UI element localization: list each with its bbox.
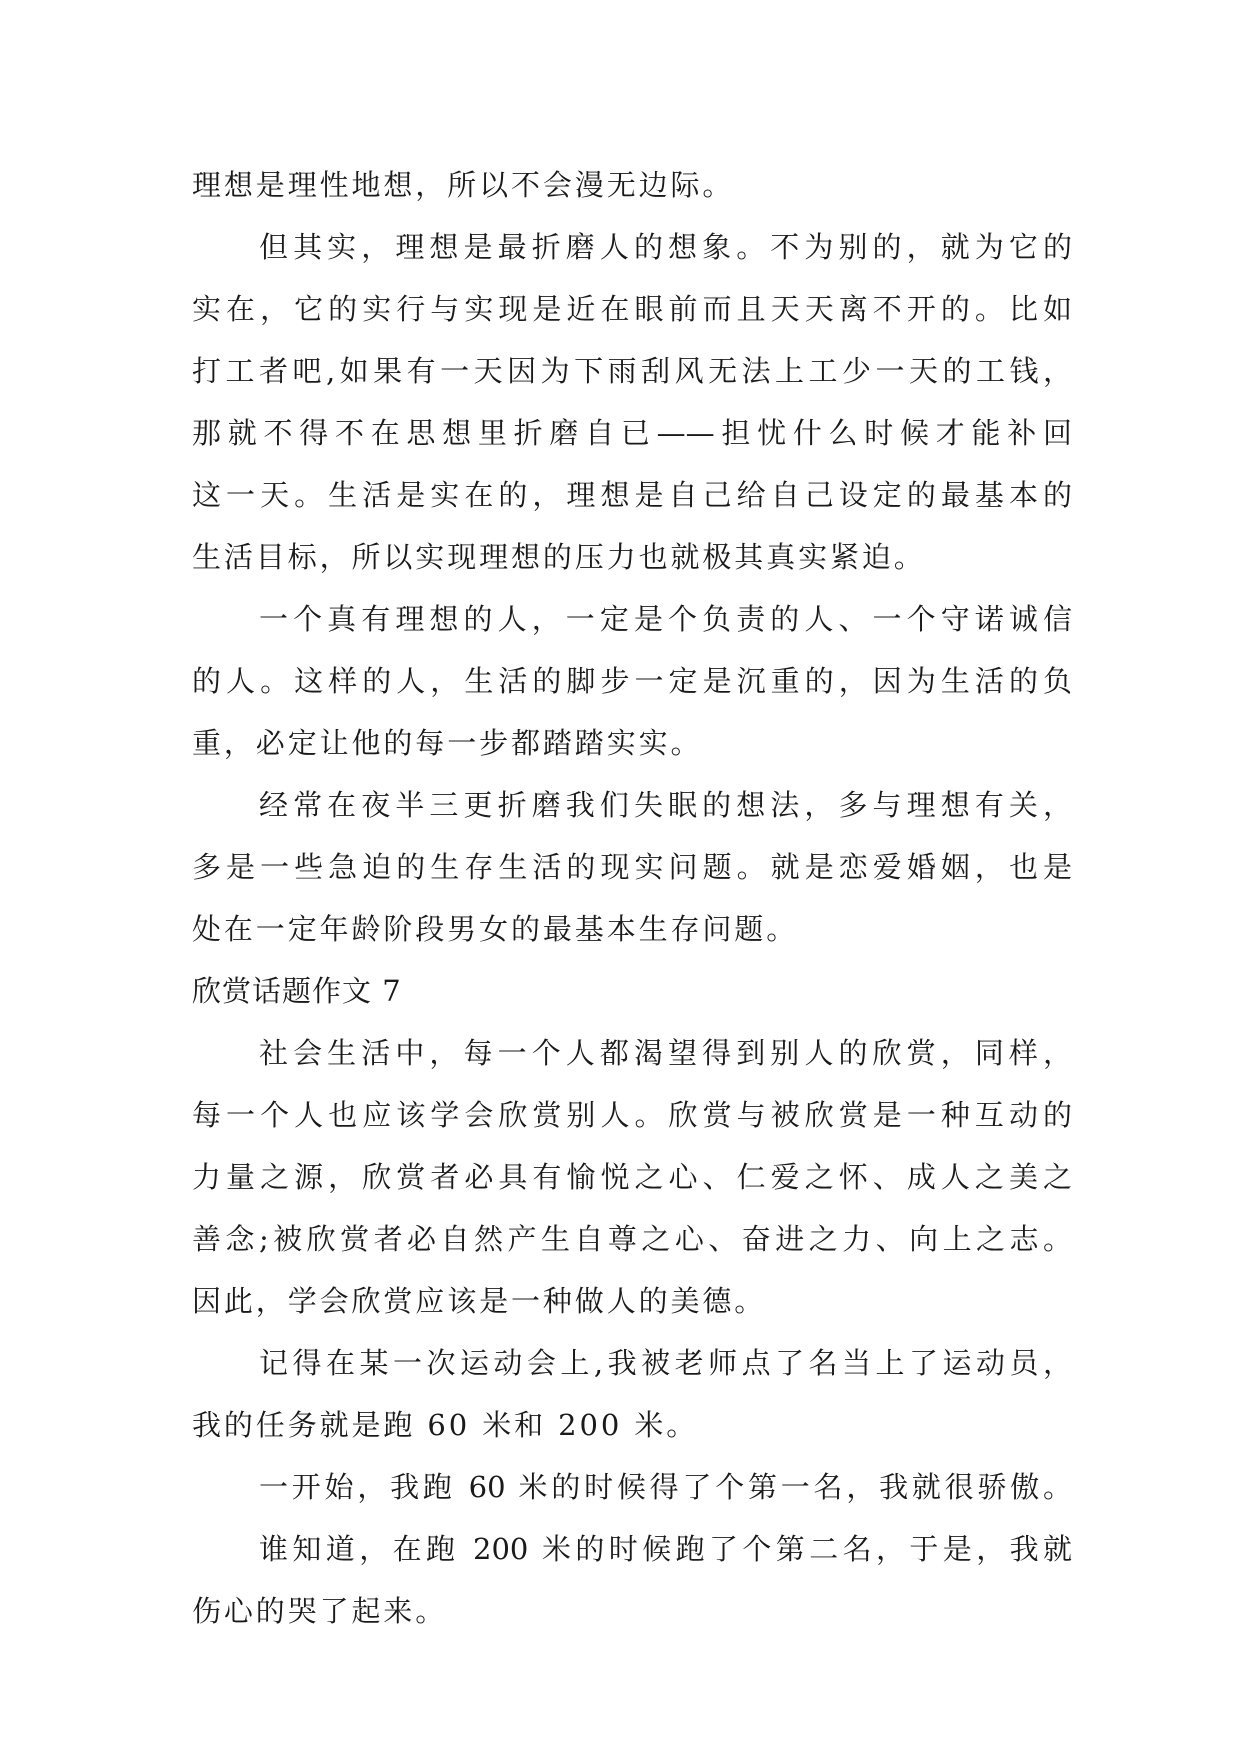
paragraph-7 [192,1456,1072,1518]
text-line: 的人。这样的人，生活的脚步一定是沉重的，因为生活的负 [192,664,1072,698]
paragraph-1 [192,154,1072,216]
text-line: 谁知道，在跑 200 米的时候跑了个第二名，于是，我就 [259,1532,1072,1566]
text-line: 力量之源，欣赏者必具有愉悦之心、仁爱之怀、成人之美之 [192,1160,1072,1194]
paragraph-3 [192,588,1072,774]
text-line: 处在一定年龄阶段男女的最基本生存问题。 [192,912,799,946]
text-line: 伤心的哭了起来。 [192,1594,448,1628]
text-line: 因此，学会欣赏应该是一种做人的美德。 [192,1284,767,1318]
paragraph-2 [192,216,1072,588]
paragraph-8 [192,1518,1072,1642]
paragraph-4 [192,774,1072,960]
text-line: 生活目标，所以实现理想的压力也就极其真实紧迫。 [192,540,926,574]
text-line: 每一个人也应该学会欣赏别人。欣赏与被欣赏是一种互动的 [192,1098,1072,1132]
text-line: 我的任务就是跑 60 米和 200 米。 [192,1408,699,1442]
text-line: 重，必定让他的每一步都踏踏实实。 [192,726,703,760]
heading-text: 欣赏话题作文 7 [192,974,402,1008]
section-heading [192,960,1072,1022]
document-body [192,154,1072,1642]
text-line: 经常在夜半三更折磨我们失眠的想法，多与理想有关， [259,788,1072,822]
paragraph-5 [192,1022,1072,1332]
text-line: 一个真有理想的人，一定是个负责的人、一个守诺诚信 [259,602,1072,636]
text-line: 一开始，我跑 60 米的时候得了个第一名，我就很骄傲。 [259,1470,1072,1504]
text-line: 那就不得不在思想里折磨自已——担忧什么时候才能补回 [192,416,1072,450]
text-line: 记得在某一次运动会上,我被老师点了名当上了运动员， [259,1346,1072,1380]
text-line: 打工者吧,如果有一天因为下雨刮风无法上工少一天的工钱， [192,354,1072,388]
paragraph-6 [192,1332,1072,1456]
text-line: 多是一些急迫的生存生活的现实问题。就是恋爱婚姻，也是 [192,850,1072,884]
text-line: 善念;被欣赏者必自然产生自尊之心、奋进之力、向上之志。 [192,1222,1072,1256]
text-line: 理想是理性地想，所以不会漫无边际。 [192,168,735,202]
text-line: 社会生活中，每一个人都渴望得到别人的欣赏，同样， [259,1036,1072,1070]
text-line: 实在，它的实行与实现是近在眼前而且天天离不开的。比如 [192,292,1072,326]
text-line: 但其实，理想是最折磨人的想象。不为别的，就为它的 [259,230,1072,264]
text-line: 这一天。生活是实在的，理想是自己给自己设定的最基本的 [192,478,1072,512]
